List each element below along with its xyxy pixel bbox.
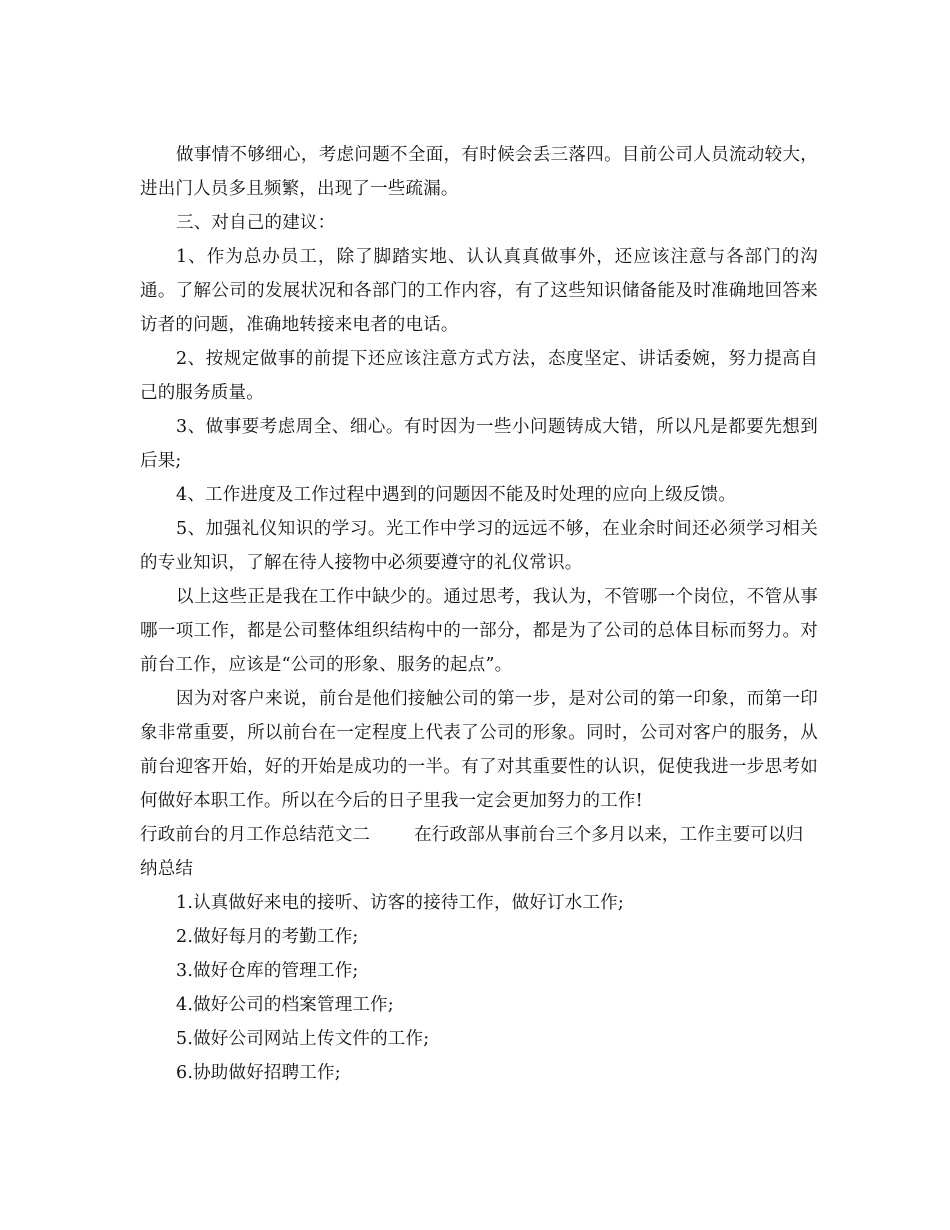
- work-list-item-3: 3.做好仓库的管理工作;: [176, 961, 359, 981]
- paragraph-reflection: 以上这些正是我在工作中缺少的。通过思考，我认为，不管哪一个岗位，不管从事哪一项工作，都是公司整体组织结构中的一部分，都是为了公司的总体目标而努力。对前台工作，应该是“公司的形象、服务的起点”。: [140, 587, 818, 675]
- paragraph-carelessness: 做事情不够细心，考虑问题不全面，有时候会丢三落四。目前公司人员流动较大，进出门人员多且频繁，出现了一些疏漏。: [140, 145, 818, 199]
- work-list-item-4: 4.做好公司的档案管理工作;: [176, 995, 394, 1015]
- work-list-item-1: 1.认真做好来电的接听、访客的接待工作，做好订水工作;: [176, 893, 624, 913]
- suggestion-item-5: 5、加强礼仪知识的学习。光工作中学习的远远不够，在业余时间还必须学习相关的专业知识，了解在待人接物中必须要遵守的礼仪常识。: [140, 519, 818, 573]
- document-body: [140, 138, 818, 1090]
- work-list-item-6: 6.协助做好招聘工作;: [176, 1063, 341, 1083]
- section-two-header: [140, 818, 818, 886]
- suggestion-item-4: 4、工作进度及工作过程中遇到的问题因不能及时处理的应向上级反馈。: [176, 485, 737, 505]
- suggestion-item-1: 1、作为总办员工，除了脚踏实地、认认真真做事外，还应该注意与各部门的沟通。了解公司的发展状况和各部门的工作内容，有了这些知识储备能及时准确地回答来访者的问题，准确地转接来电者的电话。: [140, 247, 818, 335]
- paragraph-front-desk-importance: 因为对客户来说，前台是他们接触公司的第一步，是对公司的第一印象，而第一印象非常重要，所以前台在一定程度上代表了公司的形象。同时，公司对客户的服务，从前台迎客开始，好的开始是成功的一半。有了对其重要性的认识，促使我进一步思考如何做好本职工作。所以在今后的日子里我一定会更加努力的工作!: [140, 689, 818, 811]
- work-list-item-2: 2.做好每月的考勤工作;: [176, 927, 359, 947]
- suggestion-item-2: 2、按规定做事的前提下还应该注意方式方法，态度坚定、讲话委婉，努力提高自己的服务质量。: [140, 349, 818, 403]
- section-two-title: 行政前台的月工作总结范文二: [140, 825, 371, 845]
- section-heading-suggestions: 三、对自己的建议：: [176, 213, 336, 233]
- section-two-intro: 在行政部从事前台三个多月以来，工作主要可以归纳总结: [140, 825, 804, 879]
- work-list-item-5: 5.做好公司网站上传文件的工作;: [176, 1029, 430, 1049]
- suggestion-item-3: 3、做事要考虑周全、细心。有时因为一些小问题铸成大错，所以凡是都要先想到后果;: [140, 417, 818, 471]
